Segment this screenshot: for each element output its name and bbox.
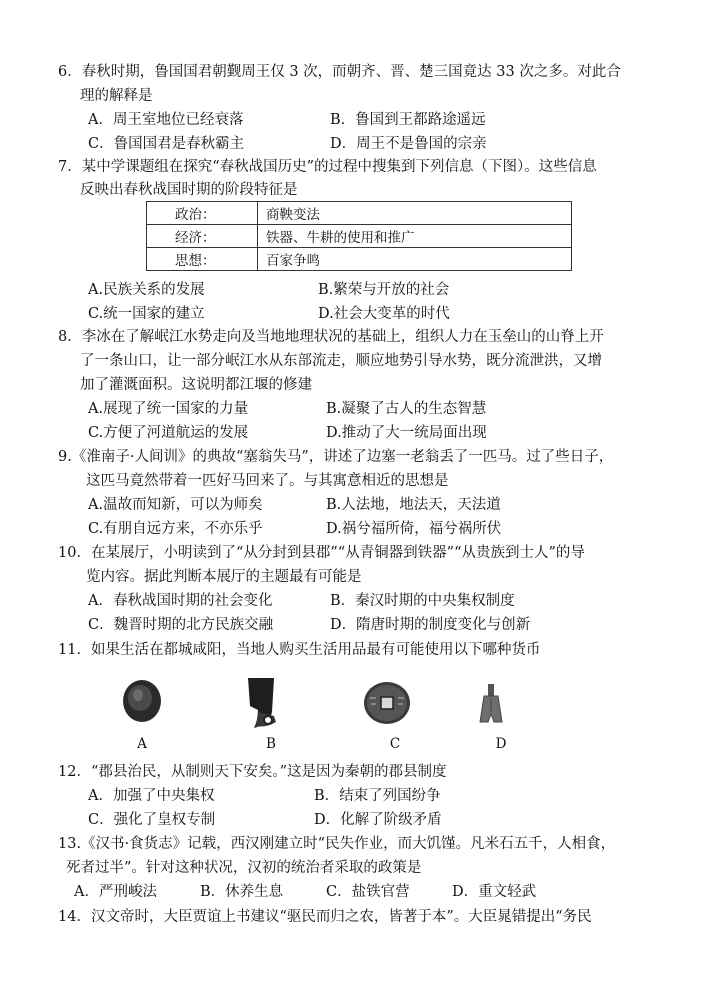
q11-stem-line1: 11．如果生活在都城咸阳，当地人购买生活用品最有可能使用以下哪种货币 [58, 642, 541, 658]
q8-option-b: B.凝聚了古人的生态智慧 [326, 401, 487, 417]
q7-stem-line2: 反映出春秋战国时期的阶段特征是 [80, 182, 298, 198]
q10-stem-line2: 览内容。据此判断本展厅的主题最有可能是 [86, 569, 362, 585]
q7-table-row-politics [147, 202, 572, 225]
coin-a-label: A [137, 736, 147, 752]
q8-option-d: D.推动了大一统局面出现 [326, 425, 487, 441]
q7-table-row-thought [147, 248, 572, 271]
q9-stem-line1: 9.《淮南子·人间训》的典故“塞翁失马”，讲述了边塞一老翁丢了一匹马。过了些日子， [58, 449, 614, 465]
q8-option-c: C.方便了河道航运的发展 [88, 425, 249, 441]
q13-option-a: A．严刑峻法 [74, 884, 157, 900]
q6-stem-line1: 6．春秋时期，鲁国国君朝觐周王仅 3 次，而朝齐、晋、楚三国竟达 33 次之多。对此合 [58, 64, 621, 80]
q9-option-a: A.温故而知新，可以为师矣 [88, 497, 263, 513]
q7-option-b: B.繁荣与开放的社会 [318, 282, 450, 298]
coin-b-label: B [266, 736, 276, 752]
q6-option-a: A．周王室地位已经衰落 [88, 112, 244, 128]
coin-c-round-square-hole-icon [362, 680, 412, 726]
q13-option-b: B．休养生息 [200, 884, 284, 900]
q9-option-d: D.祸兮福所倚，福兮祸所伏 [326, 521, 502, 537]
q7-table-key: 经济： [147, 225, 258, 248]
q7-info-table [146, 201, 572, 271]
q8-stem-line2: 了一条山口，让一部分岷江水从东部流走，顺应地势引导水势，既分流泄洪，又增 [80, 353, 602, 369]
q7-option-c: C.统一国家的建立 [88, 306, 205, 322]
q8-stem-line3: 加了灌溉面积。这说明都江堰的修建 [80, 377, 312, 393]
coin-b-knife-icon [244, 676, 290, 730]
q13-stem-line2: 死者过半”。针对这种状况，汉初的统治者采取的政策是 [66, 860, 422, 876]
q7-stem-line1: 7．某中学课题组在探究“春秋战国历史”的过程中搜集到下列信息（下图）。这些信息 [58, 159, 597, 175]
q12-option-c: C．强化了皇权专制 [88, 812, 216, 828]
q8-option-a: A.展现了统一国家的力量 [88, 401, 249, 417]
q6-option-b: B．鲁国到王都路途遥远 [330, 112, 486, 128]
q10-option-c: C．魏晋时期的北方民族交融 [88, 617, 274, 633]
coin-c-label: C [389, 736, 401, 752]
q10-option-d: D．隋唐时期的制度变化与创新 [330, 617, 531, 633]
q6-stem-line2: 理的解释是 [80, 88, 153, 104]
q9-option-c: C.有朋自远方来，不亦乐乎 [88, 521, 263, 537]
q10-option-b: B．秦汉时期的中央集权制度 [330, 593, 515, 609]
coin-d-label: D [495, 736, 507, 752]
q7-table-value: 铁器、牛耕的使用和推广 [258, 225, 572, 248]
q9-option-b: B.人法地，地法天，天法道 [326, 497, 501, 513]
q7-table-key: 思想： [147, 248, 258, 271]
coin-a-ant-nose-icon [120, 678, 164, 724]
q14-stem-line1: 14．汉文帝时，大臣贾谊上书建议“驱民而归之农，皆著于本”。大臣晁错提出“务民 [58, 909, 592, 925]
q6-option-d: D．周王不是鲁国的宗亲 [330, 136, 487, 152]
q12-option-d: D．化解了阶级矛盾 [314, 812, 442, 828]
q10-option-a: A．春秋战国时期的社会变化 [88, 593, 273, 609]
q7-table-value: 百家争鸣 [258, 248, 572, 271]
q12-option-a: A．加强了中央集权 [88, 788, 215, 804]
q7-table-key: 政治： [147, 202, 258, 225]
q12-stem-line1: 12．“郡县治民，从制则天下安矣。”这是因为秦朝的郡县制度 [58, 764, 447, 780]
q7-table-value: 商鞅变法 [258, 202, 572, 225]
q9-stem-line2: 这匹马竟然带着一匹好马回来了。与其寓意相近的思想是 [86, 473, 449, 489]
q10-stem-line1: 10．在某展厅，小明读到了“从分封到县郡”“从青铜器到铁器”“从贵族到士人”的导 [58, 545, 585, 561]
q6-option-c: C．鲁国国君是春秋霸主 [88, 136, 245, 152]
q7-table-row-economy [147, 225, 572, 248]
q7-option-d: D.社会大变革的时代 [318, 306, 450, 322]
coin-d-spade-icon [476, 682, 506, 728]
q12-option-b: B．结束了列国纷争 [314, 788, 441, 804]
q13-option-c: C．盐铁官营 [326, 884, 410, 900]
q8-stem-line1: 8．李冰在了解岷江水势走向及当地地理状况的基础上，组织人力在玉垒山的山脊上开 [58, 329, 604, 345]
q13-stem-line1: 13.《汉书·食货志》记载，西汉刚建立时“民失作业，而大饥馑。凡米石五千，人相食， [58, 836, 616, 852]
q13-option-d: D．重文轻武 [452, 884, 537, 900]
q7-option-a: A.民族关系的发展 [88, 282, 205, 298]
